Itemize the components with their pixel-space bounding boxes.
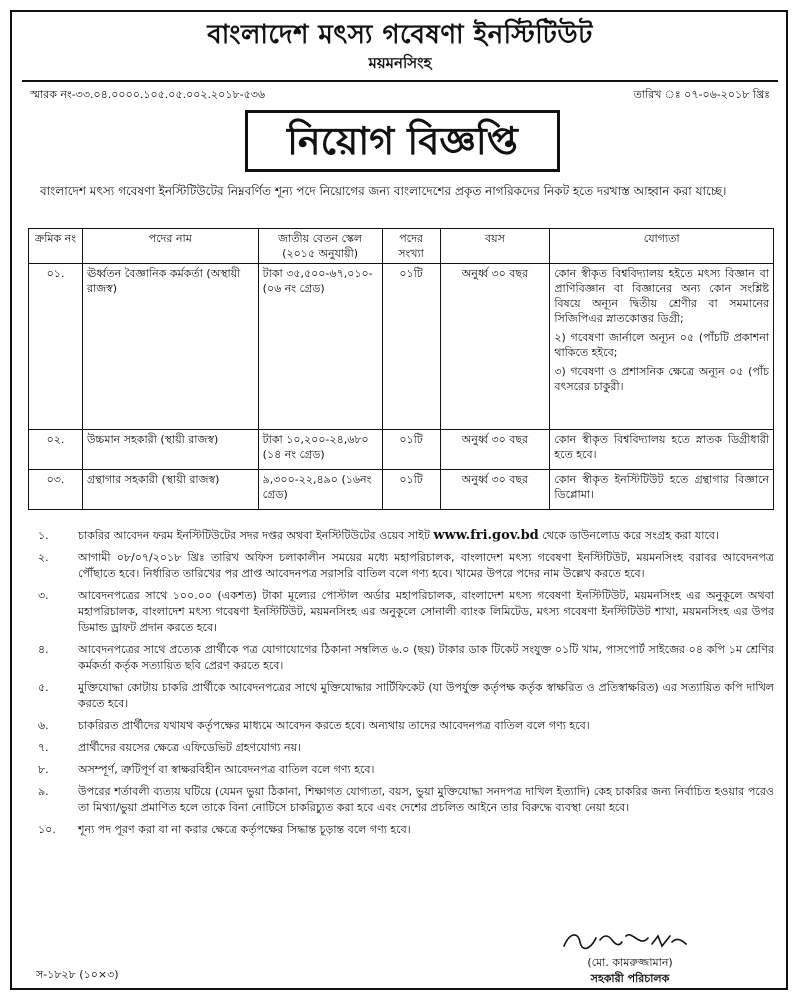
qualification-line: কোন স্বীকৃত ইনস্টিটিউট হতে গ্রন্থাগার বিজ্ঞানে ডিপ্লোমা। [554, 473, 769, 501]
handwritten-signature [560, 928, 690, 954]
row-age: অনুর্ধ্ব ৩০ বছর [440, 430, 550, 470]
organization-city: ময়মনসিংহ [368, 54, 432, 72]
row-qualification [550, 430, 774, 470]
list-item [28, 740, 774, 756]
row-scale: ৯,৩০০-২২,৪৯০ (১৬নং গ্রেড) [258, 470, 382, 510]
list-item [28, 784, 774, 816]
qualification-line: ২) গবেষণা জার্নালে অন্যূন ০৫ (পাঁচটি প্রকাশনা থাকিতে হইবে; [554, 331, 769, 359]
notice-date: তারিখ ঃ ০৭-০৬-২০১৮ খ্রিঃ [633, 88, 770, 101]
item-text: আগামী ০৮/০৭/২০১৮ খ্রিঃ তারিখ অফিস চলাকালীন সময়ের মধ্যে মহাপরিচালক, বাংলাদেশ মৎস্য গবেষণা ইনস্টিটিউট, ময়মনসিংহ বরাবর আবেদনপত্র পৌঁছাতে হবে। নির্ধারিত তারিখের পর প্রাপ্ত আবেদনপত্র সরাসরি বাতিল বলে গণ্য হবে। খামের উপরে পদের নাম উল্লেখ করতে হবে। [78, 551, 774, 580]
qualification-line: কোন স্বীকৃত বিশ্ববিদ্যালয় হতে স্নাতক ডিগ্রীধারী হতে হবে। [554, 433, 769, 461]
item-number: ২. [38, 551, 49, 564]
row-scale: টাকা ১০,২০০-২৪,৬৮০ (১৪ নং গ্রেড) [258, 430, 382, 470]
item-number: ৪. [38, 643, 49, 656]
item-number: ৯. [38, 785, 49, 798]
intro-paragraph: বাংলাদেশ মৎস্য গবেষণা ইনস্টিটিউটের নিম্নবর্ণিত শূন্য পদে নিয়োগের জন্য বাংলাদেশের প্রকৃত নাগরিকদের নিকট হতে দরখাস্ত আহ্বান করা যাচ্ছে। [40, 184, 727, 198]
table-row [29, 430, 774, 470]
list-item [28, 642, 774, 674]
item-text: উপরের শর্তাবলী ব্যত্যয় ঘটিয়ে (যেমন ভুয়া ঠিকানা, শিক্ষাগত যোগ্যতা, বয়স, ভুয়া মুক্তিযোদ্ধা সনদপত্র দাখিল ইত্যাদি) কেহ চাকরির জন্য নির্বাচিত হওয়ার পরেও তা মিথ্যা/ভুয়া প্রমাণিত হলে তাকে বিনা নোটিসে চাকরিচ্যুত করা হবে এবং দেশের প্রচলিত আইনে তার বিরুদ্ধে ব্যবস্থা নেয়া হবে। [78, 785, 774, 814]
item-number: ১. [38, 529, 49, 542]
table-row [29, 470, 774, 510]
row-serial: ০১. [29, 264, 83, 430]
item-number: ৭. [38, 741, 49, 754]
conditions-list [28, 528, 774, 844]
list-item [28, 588, 774, 636]
list-item [28, 680, 774, 712]
list-item [28, 762, 774, 778]
vacancy-table [28, 228, 774, 510]
item-text-part: চাকরির আবেদন ফরম ইনস্টিটিউটের সদর দপ্তর অথবা ইনস্টিটিউটের ওয়েব সাইট [78, 529, 430, 542]
header-age: বয়স [440, 229, 550, 264]
header-post: পদের নাম [82, 229, 258, 264]
memo-number: স্মারক নং-৩৩.০৪.০০০০.১০৫.০৫.০০২.২০১৮-৫৩৬ [30, 88, 266, 101]
item-number: ৬. [38, 719, 49, 732]
website-link[interactable]: www.fri.gov.bd [433, 528, 539, 543]
header-serial: ক্রমিক নং [29, 229, 83, 264]
row-age: অনুর্ধ্ব ৩০ বছর [440, 264, 550, 430]
qualification-line: কোন স্বীকৃত বিশ্ববিদ্যালয় হইতে মৎস্য বিজ্ঞান বা প্রাণিবিজ্ঞান বা বিজ্ঞানের অন্য কোন সংশ্লিষ্ট বিষয়ে অন্যূন দ্বিতীয় শ্রেণীর বা সমমানের সিজিপিএর স্নাতকোত্তর ডিগ্রী; [554, 267, 769, 325]
item-number: ৮. [38, 763, 49, 776]
footer-code: স-১৮২৮ (১০×৩) [36, 968, 119, 981]
row-count: ০১টি [382, 470, 440, 510]
item-text: চাকরিরত প্রার্থীদের যথাযথ কর্তৃপক্ষের মাধ্যমে আবেদন করতে হবে। অন্যথায় তাদের আবেদনপত্র বাতিল বলে গণ্য হবে। [78, 719, 590, 732]
list-item [28, 718, 774, 734]
row-count: ০১টি [382, 264, 440, 430]
table-row [29, 264, 774, 430]
item-number: ৩. [38, 589, 49, 602]
item-text: অসম্পূর্ণ, ত্রুটিপূর্ণ বা স্বাক্ষরবিহীন আবেদনপত্র বাতিল বলে গণ্য হবে। [78, 763, 375, 776]
list-item [28, 550, 774, 582]
header-divider [22, 80, 778, 82]
item-text: মুক্তিযোদ্ধা কোটায় চাকরি প্রার্থীকে আবেদনপত্রের সাথে মুক্তিযোদ্ধার সার্টিফিকেট (যা উপর্যুক্ত কর্তৃপক্ষ কর্তৃক স্বাক্ষরিত ও প্রতিস্বাক্ষরিত) এর সত্যায়িত কপি দাখিল করতে হবে। [78, 681, 774, 710]
row-serial: ০৩. [29, 470, 83, 510]
header-qualification: যোগ্যতা [550, 229, 774, 264]
row-scale: টাকা ৩৫,৫০০-৬৭,০১০-(০৬ নং গ্রেড) [258, 264, 382, 430]
row-qualification [550, 470, 774, 510]
item-number: ১০. [38, 823, 56, 836]
header-count: পদের সংখ্যা [382, 229, 440, 264]
item-text-part: থেকে ডাউনলোড করে সংগ্রহ করা যাবে। [542, 529, 719, 542]
notice-heading: নিয়োগ বিজ্ঞপ্তি [245, 110, 560, 172]
signer-title: সহকারী পরিচালক [590, 972, 670, 985]
item-text: আবেদনপত্রের সাথে প্রত্যেক প্রার্থীকে পত্র যোগাযোগের ঠিকানা সম্বলিত ৬.০ (ছয়) টাকার ডাক টিকেট সংযুক্ত ০১টি খাম, পাসপোর্ট সাইজের ০৪ কপি ১ম শ্রেণির কর্মকর্তা কর্তৃক সত্যায়িত ছবি প্রেরণ করতে হবে। [78, 643, 774, 672]
item-number: ৫. [38, 681, 49, 694]
item-text: আবেদনপত্রের সাথে ১০০.০০ (একশত) টাকা মূল্যের পোস্টাল অর্ডার মহাপরিচালক, বাংলাদেশ মৎস্য গবেষণা ইনস্টিটিউট, ময়মনসিংহ এর অনুকূলে অথবা মহাপরিচালক, বাংলাদেশ মৎস্য গবেষণা ইনস্টিটিউট, ময়মনসিংহ এর অনুকূলে সোনালী ব্যাংক লিমিটেড, মৎস্য গবেষণা ইনস্টিটিউট শাখা, ময়মনসিংহ এর উপর ডিমান্ড ড্রাফট প্রদান করতে হবে। [78, 589, 774, 634]
table-header-row [29, 229, 774, 264]
item-text: শূন্য পদ পূরণ করা বা না করার ক্ষেত্রে কর্তৃপক্ষের সিদ্ধান্ত চূড়ান্ত বলে গণ্য হবে। [78, 823, 411, 836]
row-count: ০১টি [382, 430, 440, 470]
header-scale: জাতীয় বেতন স্কেল (২০১৫ অনুযায়ী) [258, 229, 382, 264]
list-item [28, 528, 774, 544]
row-post: গ্রন্থাগার সহকারী (স্থায়ী রাজস্ব) [82, 470, 258, 510]
qualification-line: ৩) গবেষণা ও প্রশাসনিক ক্ষেত্রে অন্যূন ০৫ (পাঁচ বৎসরের চাকুরী। [554, 365, 769, 393]
row-serial: ০২. [29, 430, 83, 470]
row-post: উচ্চমান সহকারী (স্থায়ী রাজস্ব) [82, 430, 258, 470]
row-post: ঊর্ধ্বতন বৈজ্ঞানিক কর্মকর্তা (অস্থায়ী রাজস্ব) [82, 264, 258, 430]
list-item [28, 822, 774, 838]
row-qualification [550, 264, 774, 430]
organization-title: বাংলাদেশ মৎস্য গবেষণা ইনস্টিটিউট [207, 20, 593, 50]
item-text: প্রার্থীদের বয়সের ক্ষেত্রে এফিডেভিট গ্রহণযোগ্য নয়। [78, 741, 302, 754]
signer-name: (মো. কামরুজ্জামান) [587, 956, 673, 969]
row-age: অনুর্ধ্ব ৩০ বছর [440, 470, 550, 510]
item-text [78, 528, 774, 544]
